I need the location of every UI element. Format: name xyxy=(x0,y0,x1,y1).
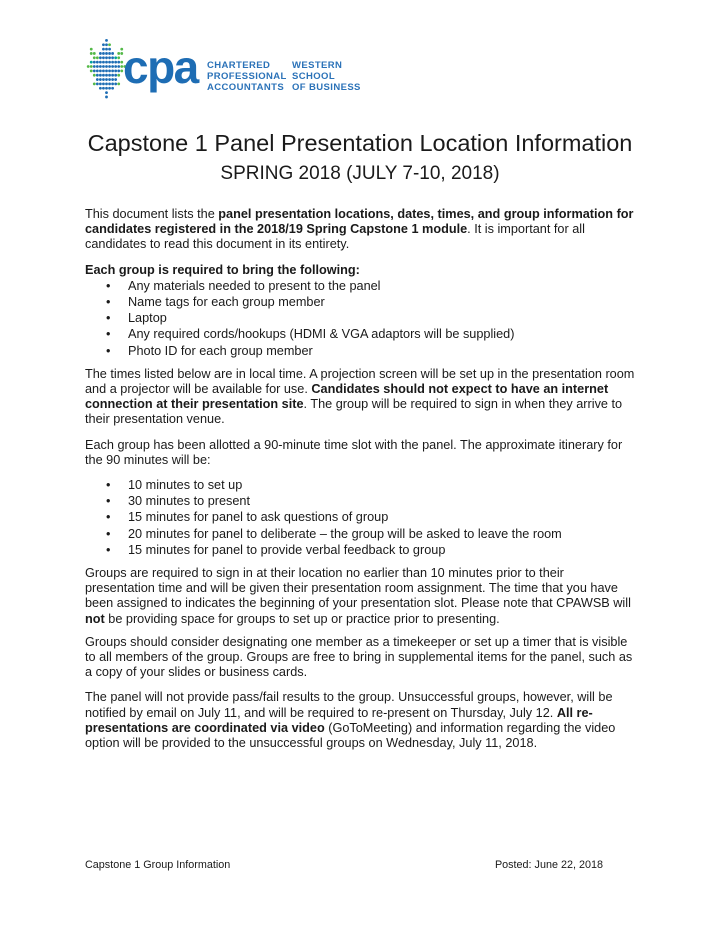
bring-list xyxy=(85,278,636,359)
maple-leaf-svg xyxy=(86,38,128,102)
bring-list-heading: Each group is required to bring the following: xyxy=(85,262,360,277)
cpa-maple-leaf-icon xyxy=(86,38,128,107)
document-body xyxy=(85,207,636,761)
text-run-bold: panel presentation locations, dates, times, and group information for candidates registered in the 2018/19 Spring Capstone 1 module xyxy=(85,207,634,237)
list-item: • Photo ID for each group member xyxy=(128,343,636,359)
footer-posted-date: Posted: June 22, 2018 xyxy=(494,859,603,871)
list-item: • 30 minutes to present xyxy=(128,493,636,509)
paragraph-signin xyxy=(85,566,636,627)
paragraph-results xyxy=(85,690,636,751)
list-item: • 20 minutes for panel to deliberate – the group will be asked to leave the room xyxy=(128,526,636,542)
school-line: WESTERN xyxy=(292,60,343,71)
list-item: • 10 minutes to set up xyxy=(128,477,636,493)
org-line: CHARTERED xyxy=(207,60,271,71)
text-run: . The group will be required to sign in when they arrive to their presentation venue. xyxy=(85,397,623,427)
list-item: • Name tags for each group member xyxy=(128,294,636,310)
list-item: • Laptop xyxy=(128,310,636,326)
cpa-school-name xyxy=(292,60,361,94)
list-item: • Any required cords/hookups (HDMI & VGA adaptors will be supplied) xyxy=(128,326,636,342)
school-line: SCHOOL xyxy=(292,71,336,83)
org-line: ACCOUNTANTS xyxy=(207,82,285,94)
paragraph-times xyxy=(85,367,636,428)
text-run: Groups are required to sign in at their location no earlier than 10 minutes prior to their presentation time and will be given their presentation room assignment. The time that you have been assigned to indicates the beginning of your presentation slot. Please note that CPAWSB will xyxy=(85,566,631,611)
list-item: • Any materials needed to present to the panel xyxy=(128,278,636,294)
text-run: . It is important for all candidates to read this document in its entirety. xyxy=(85,222,585,252)
text-run: The panel will not provide pass/fail results to the group. Unsuccessful groups, however, will be notified by email on July 11, and will be required to re-present on Thursday, July 12. xyxy=(85,690,613,720)
text-run-bold: Candidates should not expect to have an internet connection at their presentation site xyxy=(85,382,609,412)
page-footer xyxy=(85,858,603,872)
text-run: This document lists the xyxy=(85,207,219,221)
itinerary-list xyxy=(85,477,636,558)
paragraph-intro xyxy=(85,207,636,253)
text-run-bold: not xyxy=(85,611,105,626)
paragraph-allotted: Each group has been allotted a 90-minute time slot with the panel. The approximate itinerary for the 90 minutes will be: xyxy=(85,437,623,467)
org-line: PROFESSIONAL xyxy=(207,71,287,83)
text-run: The times listed below are in local time. A projection screen will be set up in the presentation room and a projector will be available for use. xyxy=(85,366,635,397)
text-run: be providing space for groups to set up or practice prior to presenting. xyxy=(104,611,500,626)
document-title: Capstone 1 Panel Presentation Location Information xyxy=(87,130,633,156)
text-run-bold: All re-presentations are coordinated via video xyxy=(85,705,593,735)
school-line: OF BUSINESS xyxy=(292,82,361,94)
paragraph-timekeeper: Groups should consider designating one member as a timekeeper or set up a timer that is visible to all members of the group. Groups are free to bring in supplemental items for the panel, such as a copy of your slides or business cards. xyxy=(85,634,633,680)
cpa-org-name xyxy=(207,60,287,94)
cpa-wordmark: cpa xyxy=(123,41,198,93)
footer-document-name: Capstone 1 Group Information xyxy=(85,859,231,871)
list-item: • 15 minutes for panel to provide verbal feedback to group xyxy=(128,542,636,558)
cpa-logo xyxy=(86,36,366,108)
list-item: • 15 minutes for panel to ask questions of group xyxy=(128,509,636,525)
text-run: (GoToMeeting) and information regarding the video option will be provided to the unsuccessful groups on Wednesday, July 11, 2018. xyxy=(85,720,616,751)
document-subtitle: SPRING 2018 (JULY 7-10, 2018) xyxy=(220,163,500,184)
